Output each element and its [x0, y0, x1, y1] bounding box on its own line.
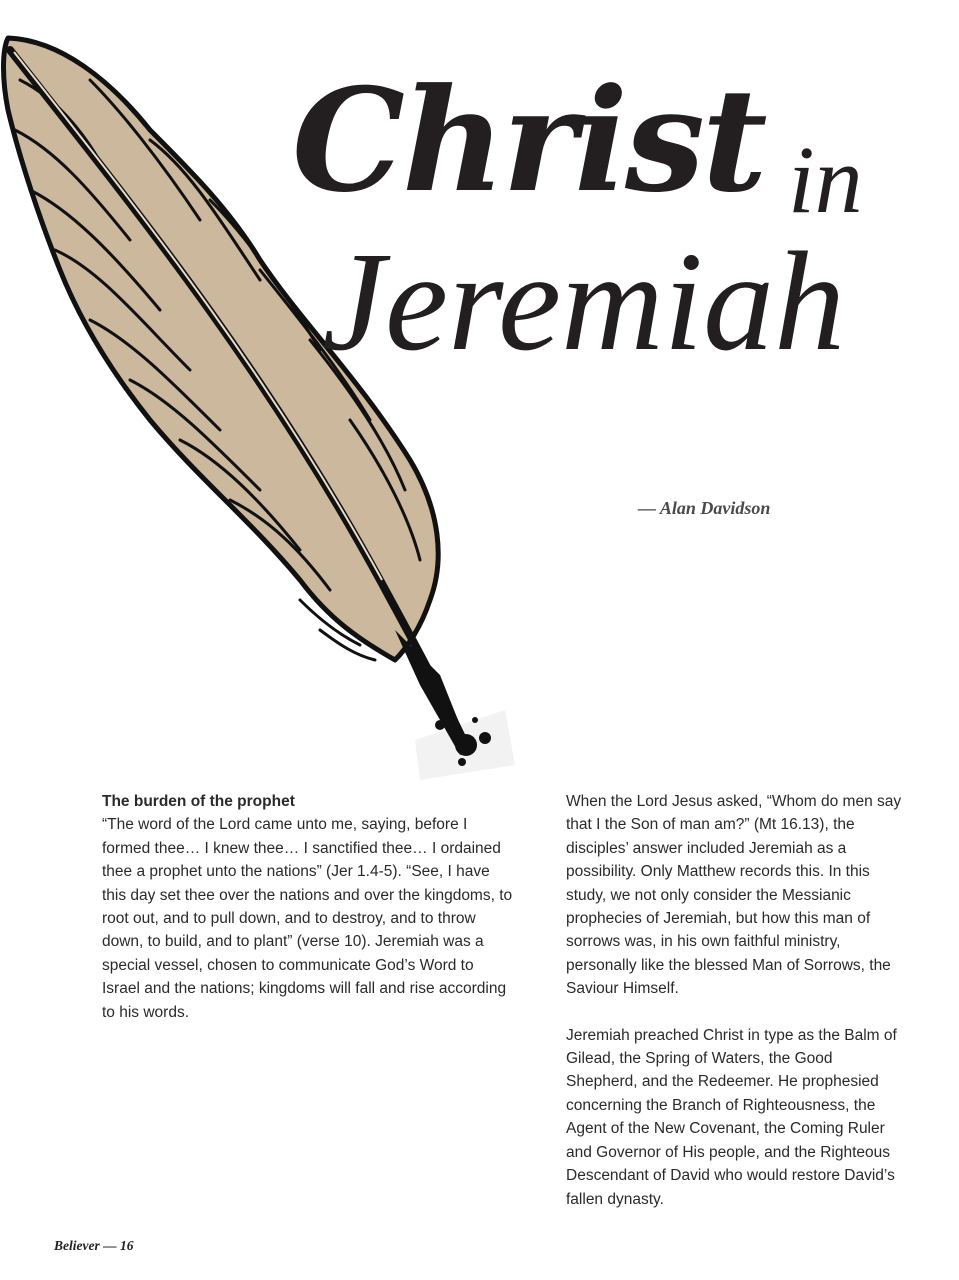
- article-right-column: [566, 790, 906, 1211]
- right-paragraph-2: Jeremiah preached Christ in type as the Balm of Gilead, the Spring of Waters, the Good Shepherd, and the Redeemer. He prophesied concerning the Branch of Righteousness, the Agent of the New Covenant, the Coming Ruler and Governor of His people, and the Righteous Descendant of David who would restore David’s fallen dynasty.: [566, 1026, 897, 1208]
- article-left-column: [102, 790, 514, 1024]
- section-heading: The burden of the prophet: [102, 793, 295, 810]
- title-jeremiah: Jeremiah: [322, 222, 846, 380]
- left-paragraph: [102, 790, 514, 1024]
- author-byline: — Alan Davidson: [638, 498, 771, 518]
- title-christ: Christ: [292, 58, 765, 224]
- page-footer: Believer — 16: [54, 1238, 134, 1253]
- right-paragraph-1: When the Lord Jesus asked, “Whom do men say that I the Son of man am?” (Mt 16.13), the disciples’ answer included Jeremiah as a possibility. Only Matthew records this. In this study, we not only consider the Messianic prophecies of Jeremiah, but how this man of sorrows was, in his own faithful ministry, personally like the blessed Man of Sorrows, the Saviour Himself.: [566, 793, 902, 998]
- left-paragraph-text: “The word of the Lord came unto me, saying, before I formed thee… I knew thee… I sanctified thee… I ordained thee a prophet unto the nations” (Jer 1.4-5). “See, I have this day set thee over the nations and over the kingdoms, to root out, and to pull down, and to destroy, and to throw down, to build, and to plant” (verse 10). Jeremiah was a special vessel, chosen to communicate God’s Word to Israel and the nations; kingdoms will fall and rise according to his words.: [102, 816, 513, 1021]
- title-in: in: [788, 126, 863, 233]
